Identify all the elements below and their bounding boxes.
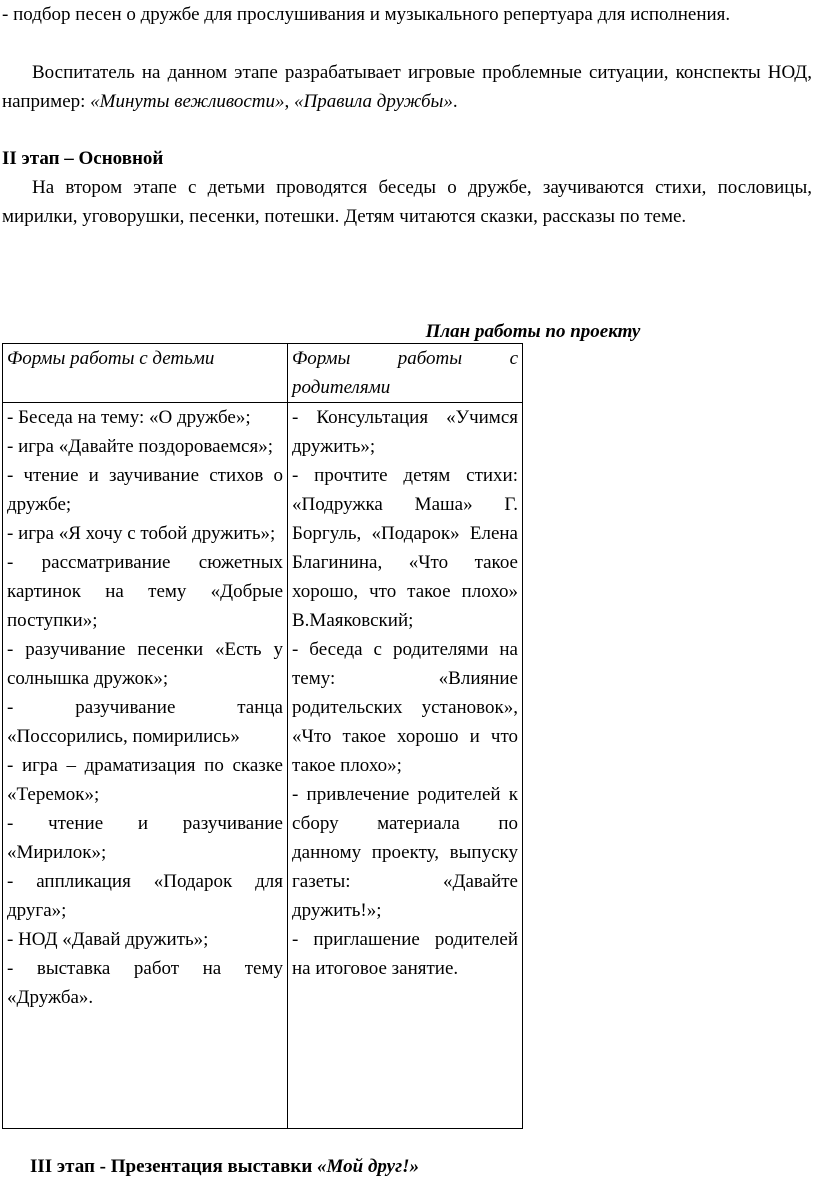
intro-text: Воспитатель на данном этапе разрабатывает игровые проблемные ситуации, конспекты НОД, например: (2, 62, 812, 112)
intro-paragraph-1: - подбор песен о дружбе для прослушивания и музыкального репертуара для исполнения. (2, 4, 731, 25)
children-item: - выставка работ на тему «Дружба». (7, 958, 283, 1008)
children-item: - игра «Я хочу с тобой дружить»; (7, 523, 276, 544)
header-children: Формы работы с детьми (3, 344, 288, 403)
children-item: - разучивание песенки «Есть у солнышка дружок»; (7, 639, 283, 689)
children-item: - аппликация «Подарок для друга»; (7, 871, 283, 921)
children-item: - игра «Давайте поздороваемся»; (7, 436, 273, 457)
parents-item: - беседа с родителями на тему: «Влияние родительских установок», «Что такое хорошо и что такое плохо»; (292, 639, 518, 776)
stage2-paragraph: На втором этапе с детьми проводятся беседы о дружбе, заучиваются стихи, пословицы, мирилки, уговорушки, песенки, потешки. Детям читаются сказки, рассказы по теме. (2, 177, 812, 227)
exhibition-title: «Мой друг!» (317, 1156, 419, 1177)
header-parents: Формы работы с родителями (288, 344, 523, 403)
parents-cell (288, 403, 523, 1129)
children-cell (3, 403, 288, 1129)
children-item: - игра – драматизация по сказке «Теремок»; (7, 755, 283, 805)
stage2-heading: II этап – Основной (2, 148, 164, 169)
lesson-title-2: «Правила дружбы» (294, 91, 453, 112)
parents-item: - привлечение родителей к сбору материала по данному проекту, выпуску газеты: «Давайте дружить!»; (292, 784, 518, 921)
parents-item: - приглашение родителей на итоговое занятие. (292, 929, 518, 979)
table-caption: План работы по проекту (425, 321, 641, 342)
children-item: - Беседа на тему: «О дружбе»; (7, 407, 251, 428)
parents-item: - прочтите детям стихи: «Подружка Маша» Г. Боргуль, «Подарок» Елена Благинина, «Что такое хорошо, что такое плохо» В.Маяковский; (292, 465, 518, 631)
children-item: - чтение и разучивание «Мирилок»; (7, 813, 283, 863)
lesson-title-1: «Минуты вежливости» (90, 91, 285, 112)
children-item: - разучивание танца «Поссорились, помирились» (7, 697, 283, 747)
intro-paragraph-2 (2, 58, 812, 116)
stage3-heading (30, 1152, 419, 1181)
separator: , (284, 91, 295, 112)
children-item: - НОД «Давай дружить»; (7, 929, 209, 950)
children-item: - чтение и заучивание стихов о дружбе; (7, 465, 283, 515)
period: . (452, 91, 458, 112)
stage3-heading-text: III этап - Презентация выставки (30, 1156, 318, 1177)
table-body-row (3, 403, 523, 1129)
children-item: - рассматривание сюжетных картинок на тему «Добрые поступки»; (7, 552, 283, 631)
plan-table (2, 343, 523, 1129)
parents-item: - Консультация «Учимся дружить»; (292, 407, 518, 457)
table-header-row (3, 344, 523, 403)
